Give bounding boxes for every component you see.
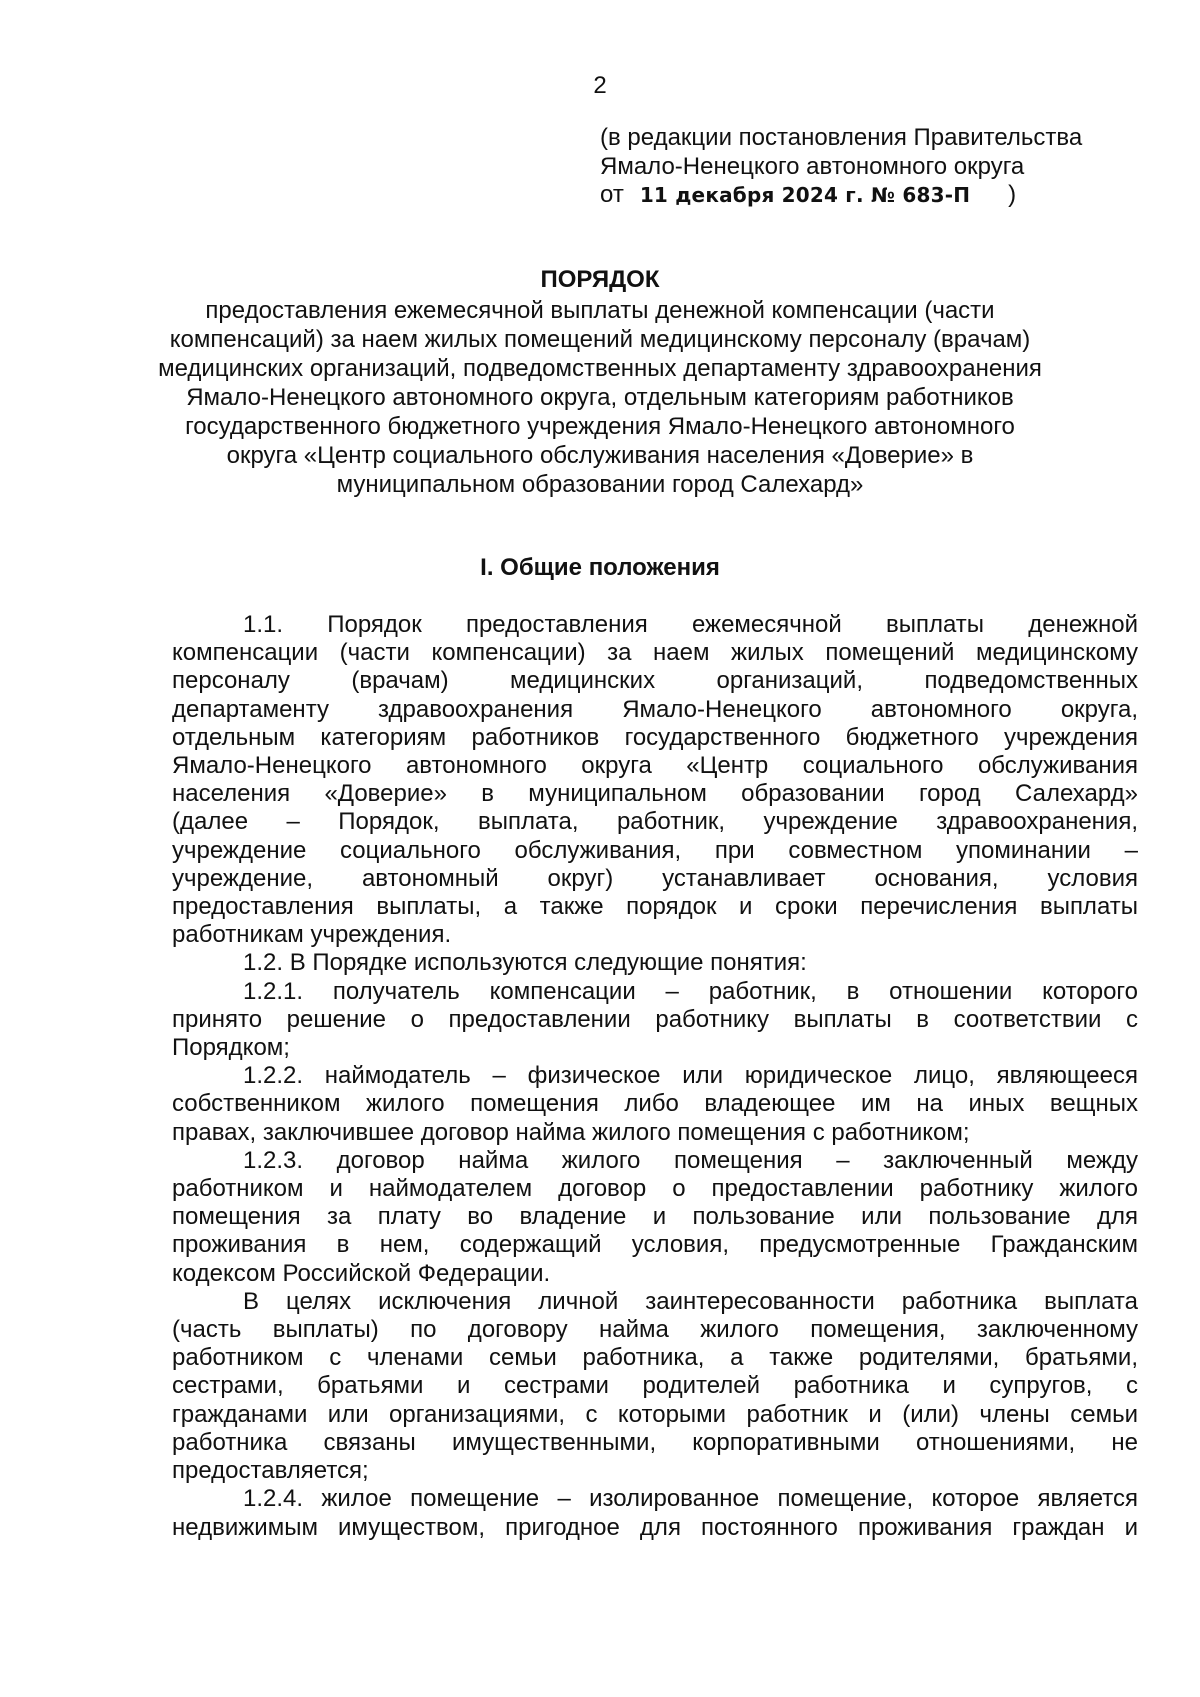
paragraph: [172, 611, 1138, 949]
paragraph-line: отдельным категориям работников государственного бюджетного учреждения: [172, 723, 1138, 751]
subtitle-line: Ямало-Ненецкого автономного округа, отдельным категориям работников: [186, 384, 1014, 411]
amendment-line-2: Ямало-Ненецкого автономного округа: [600, 152, 1025, 180]
paragraph-line: кодексом Российской Федерации.: [172, 1259, 551, 1287]
amendment-date-number: 11 декабря 2024 г. № 683-П: [639, 183, 971, 207]
paragraph-line: 1.2.1. получатель компенсации – работник, в отношении которого: [243, 977, 1138, 1005]
subtitle-line: округа «Центр социального обслуживания населения «Доверие» в: [226, 442, 974, 469]
paragraph-line: собственником жилого помещения либо владеющее им на иных вещных: [172, 1090, 1138, 1118]
paragraph-line: компенсации (части компенсации) за наем жилых помещений медицинскому: [172, 639, 1138, 667]
paragraph-line: работником и наймодателем договор о предоставлении работнику жилого: [172, 1175, 1138, 1203]
subtitle-line: муниципальном образовании город Салехард»: [336, 471, 864, 498]
paragraph: [172, 1288, 1138, 1485]
paragraph-line: Ямало-Ненецкого автономного округа «Центр социального обслуживания: [172, 752, 1138, 780]
page-number: 2: [593, 72, 607, 99]
paragraph-line: населения «Доверие» в муниципальном образовании город Салехард»: [172, 780, 1138, 808]
paragraph-line: учреждение социального обслуживания, при совместном упоминании –: [172, 836, 1138, 864]
amendment-suffix: ): [1008, 181, 1017, 208]
paragraph-line: гражданами или организациями, с которыми работник и (или) члены семьи: [172, 1400, 1138, 1428]
paragraph-line: 1.2. В Порядке используются следующие понятия:: [243, 949, 807, 977]
paragraph: [172, 949, 1138, 977]
paragraph-line: департаменту здравоохранения Ямало-Ненецкого автономного округа,: [172, 695, 1138, 723]
amendment-prefix: от: [600, 181, 624, 208]
paragraph: [172, 1062, 1138, 1147]
paragraph-line: Порядком;: [172, 1034, 290, 1062]
paragraph: [172, 1485, 1138, 1541]
paragraph-line: недвижимым имуществом, пригодное для постоянного проживания граждан и: [172, 1513, 1138, 1541]
paragraph-line: предоставления выплаты, а также порядок и сроки перечисления выплаты: [172, 893, 1138, 921]
subtitle-line: медицинских организаций, подведомственных департаменту здравоохранения: [158, 355, 1042, 382]
paragraph-line: правах, заключившее договор найма жилого помещения с работником;: [172, 1118, 970, 1146]
paragraph-line: работником с членами семьи работника, а также родителями, братьями,: [172, 1344, 1138, 1372]
subtitle-line: предоставления ежемесячной выплаты денежной компенсации (части: [205, 297, 995, 324]
paragraph-line: В целях исключения личной заинтересованности работника выплата: [243, 1287, 1138, 1315]
paragraph-line: 1.1. Порядок предоставления ежемесячной выплаты денежной: [243, 611, 1138, 638]
paragraph: [172, 978, 1138, 1063]
paragraph-line: 1.2.2. наймодатель – физическое или юридическое лицо, являющееся: [243, 1062, 1138, 1090]
amendment-note: [600, 124, 1160, 210]
document-title: ПОРЯДОК: [540, 266, 660, 293]
subtitle-line: государственного бюджетного учреждения Ямало-Ненецкого автономного: [185, 413, 1015, 440]
document-body: [172, 611, 1138, 1542]
paragraph-line: работника связаны имущественными, корпоративными отношениями, не: [172, 1428, 1138, 1456]
amendment-line-1: (в редакции постановления Правительства: [600, 124, 1083, 151]
paragraph-line: (часть выплаты) по договору найма жилого помещения, заключенному: [172, 1316, 1138, 1344]
paragraph-line: 1.2.4. жилое помещение – изолированное помещение, которое является: [243, 1485, 1138, 1513]
paragraph: [172, 1147, 1138, 1288]
paragraph-line: 1.2.3. договор найма жилого помещения – заключенный между: [243, 1146, 1138, 1174]
paragraph-line: работникам учреждения.: [172, 921, 452, 949]
document-subtitle: [150, 296, 1050, 499]
section-heading: I. Общие положения: [480, 554, 720, 581]
paragraph-line: учреждение, автономный округ) устанавливает основания, условия: [172, 864, 1138, 892]
amendment-line-3: [600, 181, 1160, 210]
paragraph-line: сестрами, братьями и сестрами родителей работника и супругов, с: [172, 1372, 1138, 1400]
paragraph-line: помещения за плату во владение и пользование или пользование для: [172, 1203, 1138, 1231]
paragraph-line: проживания в нем, содержащий условия, предусмотренные Гражданским: [172, 1231, 1138, 1259]
paragraph-line: предоставляется;: [172, 1457, 369, 1485]
paragraph-line: персоналу (врачам) медицинских организаций, подведомственных: [172, 667, 1138, 695]
paragraph-line: (далее – Порядок, выплата, работник, учреждение здравоохранения,: [172, 808, 1138, 836]
paragraph-line: принято решение о предоставлении работнику выплаты в соответствии с: [172, 1005, 1138, 1033]
subtitle-line: компенсаций) за наем жилых помещений медицинскому персоналу (врачам): [169, 326, 1031, 353]
